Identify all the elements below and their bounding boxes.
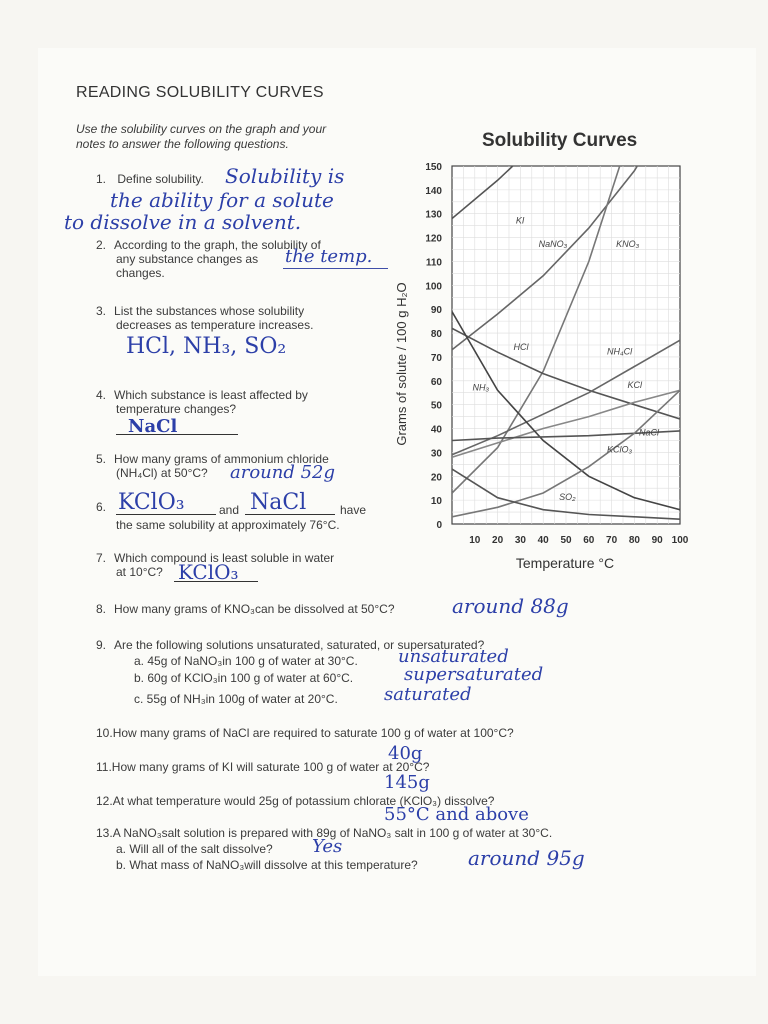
- answer-4-underline: [116, 434, 238, 435]
- question-8: [96, 602, 395, 616]
- chart-title: Solubility Curves: [482, 130, 638, 151]
- question-text: List the substances whose solubility: [114, 304, 305, 318]
- y-axis-label: Grams of solute / 100 g H₂O: [394, 282, 409, 446]
- answer-1-line-1: Solubility is: [225, 164, 345, 188]
- question-text: at 10°C?: [116, 565, 163, 579]
- x-tick-label: 50: [560, 535, 572, 546]
- series-label: NH₃: [472, 382, 490, 393]
- question-text: any substance changes as: [116, 252, 259, 266]
- question-9a: a. 45g of NaNO₃in 100 g of water at 30°C.: [134, 654, 358, 668]
- question-number: 12.: [96, 794, 113, 808]
- answer-10: 40g: [388, 743, 423, 764]
- question-9b: b. 60g of KClO₃in 100 g of water at 60°C.: [134, 671, 354, 685]
- question-number: 6.: [96, 500, 107, 514]
- x-tick-label: 40: [537, 535, 549, 546]
- series-label: KNO₃: [616, 239, 640, 250]
- worksheet-title: READING SOLUBILITY CURVES: [76, 84, 324, 101]
- answer-3: HCl, NH₃, SO₂: [126, 334, 287, 359]
- y-tick-label: 70: [430, 352, 442, 364]
- y-tick-label: 0: [436, 520, 442, 531]
- answer-6-first: KClO₃: [118, 490, 185, 515]
- series-label: KCl: [627, 379, 643, 390]
- x-axis-label: Temperature °C: [515, 555, 615, 571]
- y-tick-label: 20: [430, 472, 442, 484]
- series-label: KClO₃: [607, 444, 633, 455]
- answer-1-line-2: the ability for a solute: [110, 188, 334, 212]
- answer-11: 145g: [384, 772, 430, 793]
- series-label: NaCl: [638, 427, 659, 438]
- x-tick-label: 60: [583, 535, 595, 546]
- answer-4: NaCl: [128, 416, 178, 437]
- y-tick-label: 110: [425, 257, 442, 269]
- question-text: How many grams of KNO₃can be dissolved at 50°C?: [114, 602, 395, 616]
- y-tick-label: 40: [430, 424, 442, 436]
- question-text: At what temperature would 25g of potassium chlorate (KClO₃) dissolve?: [112, 794, 495, 808]
- question-13b: b. What mass of NaNO₃will dissolve at this temperature?: [116, 858, 418, 872]
- question-text: Which substance is least affected by: [114, 388, 308, 402]
- instructions: [76, 122, 386, 152]
- question-6: [96, 500, 106, 514]
- question-text: temperature changes?: [116, 402, 237, 416]
- x-tick-label: 80: [628, 535, 640, 546]
- question-1: [96, 172, 204, 186]
- answer-7: KClO₃: [178, 560, 239, 584]
- question-text: How many grams of NaCl are required to saturate 100 g of water at 100°C?: [112, 726, 514, 740]
- question-number: 9.: [96, 638, 107, 652]
- series-label: NH₄Cl: [607, 346, 633, 357]
- x-tick-label: 20: [492, 535, 504, 546]
- y-tick-label: 130: [425, 209, 442, 221]
- series-label: NaNO₃: [538, 239, 568, 250]
- question-number: 4.: [96, 388, 107, 402]
- answer-9a: unsaturated: [398, 646, 509, 667]
- y-tick-label: 30: [430, 448, 442, 460]
- answer-6-underline-2: [245, 514, 335, 515]
- question-text: decreases as temperature increases.: [116, 318, 314, 332]
- question-number: 8.: [96, 602, 107, 616]
- y-tick-label: 90: [430, 305, 442, 317]
- x-tick-label: 100: [671, 535, 689, 546]
- question-4: [96, 388, 308, 416]
- answer-13a: Yes: [312, 836, 343, 857]
- question-number: 1.: [96, 172, 107, 186]
- question-text: Define solubility.: [117, 172, 204, 186]
- question-11: [96, 760, 429, 774]
- answer-13b: around 95g: [468, 846, 585, 870]
- question-9c: c. 55g of NH₃in 100g of water at 20°C.: [134, 692, 338, 706]
- answer-9c: saturated: [384, 684, 472, 705]
- question-text: How many grams of ammonium chloride: [114, 452, 329, 466]
- question-3: [96, 304, 313, 332]
- answer-1-line-3: to dissolve in a solvent.: [64, 210, 302, 234]
- question-text: Are the following solutions unsaturated, saturated, or supersaturated?: [114, 638, 485, 652]
- question-6-and: and: [219, 503, 240, 517]
- x-tick-label: 70: [606, 535, 618, 546]
- series-label: HCl: [513, 341, 529, 352]
- answer-12: 55°C and above: [384, 804, 529, 825]
- x-tick-label: 30: [514, 535, 526, 546]
- y-tick-label: 80: [430, 329, 442, 341]
- answer-8: around 88g: [452, 594, 569, 618]
- question-6-line-2: the same solubility at approximately 76°C.: [116, 518, 340, 532]
- answer-2-underline: [283, 268, 388, 269]
- question-number: 7.: [96, 551, 107, 565]
- question-number: 10.: [96, 726, 113, 740]
- answer-9b: supersaturated: [404, 664, 544, 685]
- question-13a: a. Will all of the salt dissolve?: [116, 842, 273, 856]
- answer-6-underline-1: [116, 514, 216, 515]
- question-text: Which compound is least soluble in water: [114, 551, 335, 565]
- question-text: How many grams of KI will saturate 100 g of water at 20°C?: [111, 760, 430, 774]
- question-text: changes.: [116, 266, 165, 280]
- question-number: 3.: [96, 304, 107, 318]
- question-text: A NaNO₃salt solution is prepared with 89g of NaNO₃ salt in 100 g of water at 30°C.: [112, 826, 553, 840]
- answer-7-underline: [174, 581, 258, 582]
- question-number: 11.: [96, 760, 112, 774]
- series-label: KI: [515, 215, 525, 226]
- question-number: 13.: [96, 826, 113, 840]
- y-tick-label: 120: [425, 233, 442, 245]
- instructions-line-2: notes to answer the following questions.: [76, 137, 289, 151]
- y-tick-label: 140: [425, 185, 442, 197]
- question-text: According to the graph, the solubility of: [114, 238, 321, 252]
- chart-grid: [452, 166, 680, 524]
- answer-2: the temp.: [285, 246, 373, 267]
- series-label: SO₂: [559, 492, 576, 503]
- y-tick-label: 60: [430, 376, 442, 388]
- y-tick-label: 100: [425, 281, 442, 293]
- solubility-chart: [380, 120, 710, 580]
- instructions-line-1: Use the solubility curves on the graph and your: [76, 122, 327, 136]
- question-6-have: have: [340, 503, 367, 517]
- x-tick-label: 90: [651, 535, 663, 546]
- question-number: 5.: [96, 452, 107, 466]
- x-tick-label: 10: [469, 535, 481, 546]
- answer-6-second: NaCl: [250, 490, 307, 515]
- question-number: 2.: [96, 238, 107, 252]
- y-tick-label: 150: [425, 162, 442, 173]
- answer-5: around 52g: [230, 462, 336, 483]
- y-tick-label: 50: [430, 400, 442, 412]
- question-text: (NH₄Cl) at 50°C?: [116, 466, 208, 480]
- y-tick-label: 10: [430, 496, 442, 508]
- question-10: [96, 726, 514, 740]
